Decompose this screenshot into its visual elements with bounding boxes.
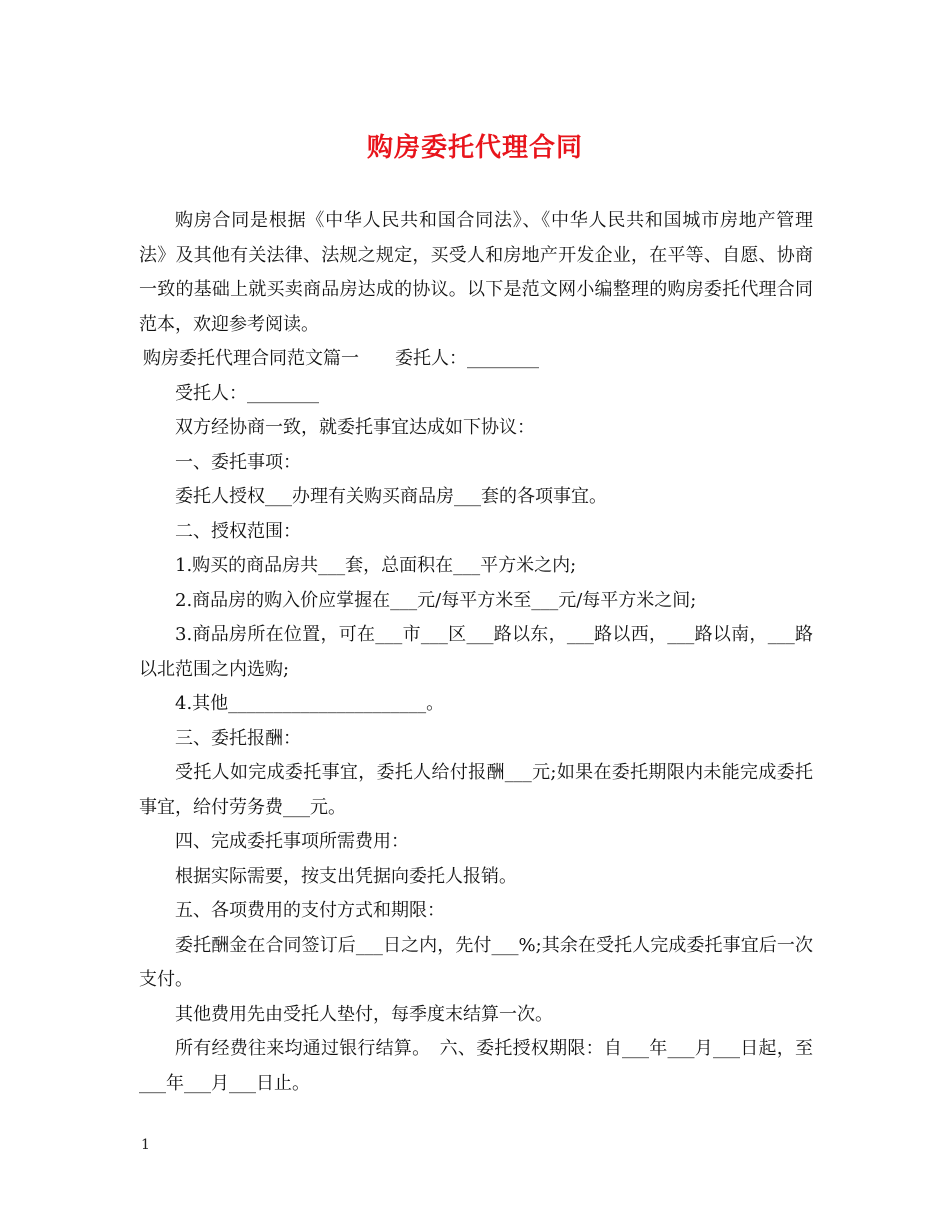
clause-authorization: 委托人授权___办理有关购买商品房___套的各项事宜。 <box>175 486 607 507</box>
section-heading-scope: 二、授权范围： <box>175 520 301 542</box>
clause-payment-3-and-term: 所有经费往来均通过银行结算。 六、委托授权期限：自___年___月___日起，至___年___月___日止。 <box>139 1038 813 1094</box>
section-heading-remuneration: 三、委托报酬： <box>175 727 301 749</box>
intro-paragraph: 购房合同是根据《中华人民共和国合同法》、《中华人民共和国城市房地产管理法》及其他有关法律、法规之规定，买受人和房地产开发企业，在平等、自愿、协商一致的基础上就买卖商品房达成的协议。以下是范文网小编整理的购房委托代理合同范本，欢迎参考阅读。 <box>139 210 813 335</box>
clause-payment-2: 其他费用先由受托人垫付，每季度末结算一次。 <box>175 1003 553 1025</box>
document-body <box>139 204 813 1101</box>
clause-payment-1: 委托酬金在合同签订后___日之内，先付___%;其余在受托人完成委托事宜后一次支付。 <box>139 934 813 990</box>
clause-expenses: 根据实际需要，按支出凭据向委托人报销。 <box>175 865 517 887</box>
clause-remuneration: 受托人如完成委托事宜，委托人给付报酬___元;如果在委托期限内未能完成委托事宜，给付劳务费___元。 <box>139 762 813 818</box>
clause-scope-4: 4.其他______________________。 <box>175 693 445 714</box>
page-number: 1 <box>141 1137 150 1153</box>
agent-line: 受托人：________ <box>175 382 319 404</box>
clause-scope-1: 1.购买的商品房共___套，总面积在___平方米之内; <box>175 555 577 576</box>
clause-scope-2: 2.商品房的购入价应掌握在___元/每平方米至___元/每平方米之间; <box>175 589 697 611</box>
section-heading-payment: 五、各项费用的支付方式和期限： <box>175 900 445 921</box>
section-heading-entrusted-matters: 一、委托事项： <box>175 451 301 473</box>
sample-heading-and-principal: 购房委托代理合同范文篇一 委托人：________ <box>143 348 539 369</box>
clause-scope-3: 3.商品房所在位置，可在___市___区___路以东，___路以西，___路以南，___路以北范围之内选购; <box>139 624 813 680</box>
document-title: 购房委托代理合同 <box>366 133 583 163</box>
section-heading-expenses: 四、完成委托事项所需费用： <box>175 831 409 852</box>
agreement-statement: 双方经协商一致，就委托事宜达成如下协议： <box>175 417 535 438</box>
